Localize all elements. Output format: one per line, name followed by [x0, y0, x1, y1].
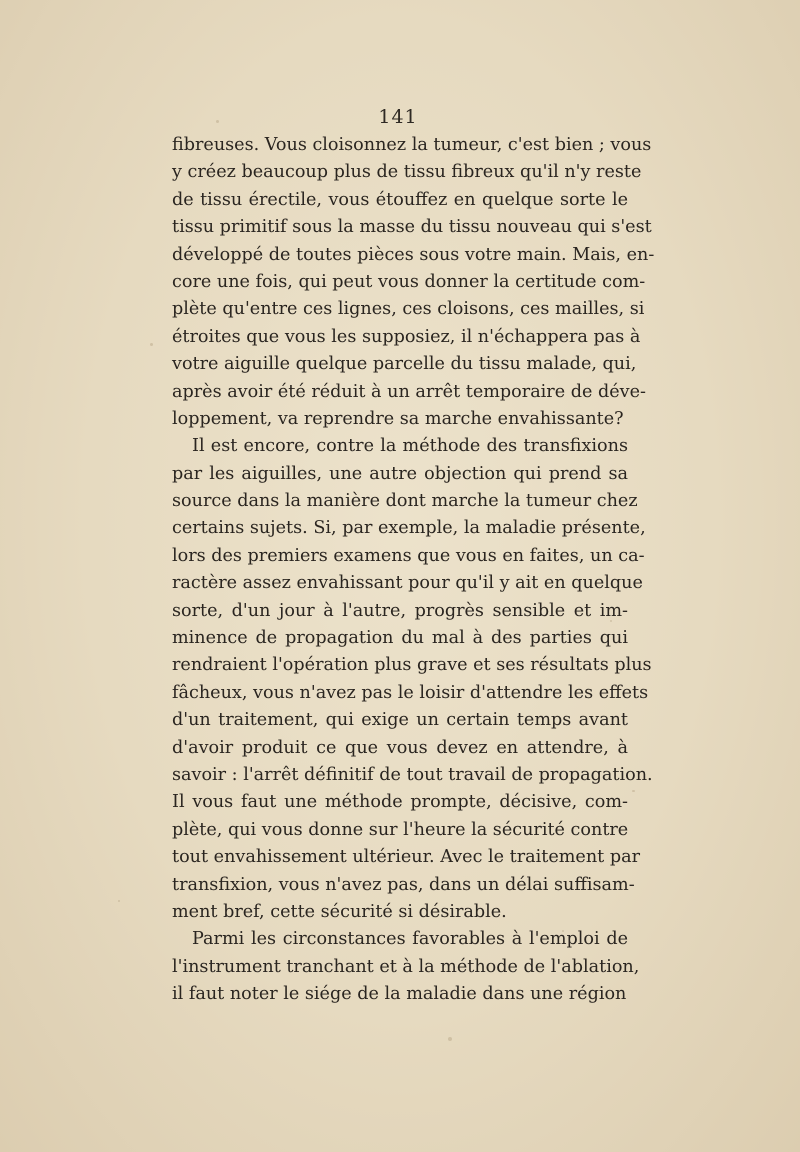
text-line: transfixion, vous n'avez pas, dans un délai suffisam- [172, 874, 635, 895]
paragraph [172, 926, 640, 1008]
text-line: source dans la manière dont marche la tumeur chez [172, 491, 638, 512]
text-line: core une fois, qui peut vous donner la certitude com- [172, 271, 646, 292]
body-text [172, 132, 655, 1009]
text-line: tissu primitif sous la masse du tissu nouveau qui s'est [172, 217, 652, 238]
text-line: certains sujets. Si, par exemple, la maladie présente, [172, 518, 646, 539]
text-line: ractère assez envahissant pour qu'il y ait en quelque [172, 573, 643, 594]
text-line: votre aiguille quelque parcelle du tissu malade, qui, [172, 354, 637, 375]
text-line: d'avoir produit ce que vous devez en attendre, à [172, 737, 628, 758]
text-line: développé de toutes pièces sous votre main. Mais, en- [172, 244, 655, 265]
text-line: après avoir été réduit à un arrêt temporaire de déve- [172, 381, 646, 402]
text-line: rendraient l'opération plus grave et ses résultats plus [172, 655, 652, 676]
text-line: Parmi les circonstances favorables à l'emploi de [192, 929, 628, 950]
text-line: étroites que vous les supposiez, il n'échappera pas à [172, 326, 641, 347]
text-line: Il est encore, contre la méthode des transfixions [192, 436, 628, 457]
text-line: Il vous faut une méthode prompte, décisive, com- [172, 792, 628, 813]
text-line: y créez beaucoup plus de tissu fibreux qu'il n'y reste [172, 162, 642, 183]
text-line: ment bref, cette sécurité si désirable. [172, 901, 507, 922]
paragraph [172, 132, 655, 433]
text-line: plète, qui vous donne sur l'heure la sécurité contre [172, 819, 629, 840]
text-line: minence de propagation du mal à des parties qui [172, 628, 628, 649]
text-line: lors des premiers examens que vous en faites, un ca- [172, 545, 645, 566]
text-line: tout envahissement ultérieur. Avec le traitement par [172, 847, 640, 868]
text-line: il faut noter le siége de la maladie dans une région [172, 984, 627, 1005]
page-number: 141 [378, 106, 418, 128]
text-line: savoir : l'arrêt définitif de tout travail de propagation. [172, 764, 653, 785]
text-line: loppement, va reprendre sa marche envahissante? [172, 408, 624, 429]
text-line: fâcheux, vous n'avez pas le loisir d'attendre les effets [172, 682, 649, 703]
text-line: d'un traitement, qui exige un certain temps avant [172, 710, 628, 731]
text-line: sorte, d'un jour à l'autre, progrès sensible et im- [172, 600, 628, 621]
paragraph [172, 433, 653, 926]
text-line: l'instrument tranchant et à la méthode de l'ablation, [172, 956, 640, 977]
text-line: par les aiguilles, une autre objection qui prend sa [172, 463, 628, 484]
text-line: plète qu'entre ces lignes, ces cloisons, ces mailles, si [172, 299, 645, 320]
text-line: fibreuses. Vous cloisonnez la tumeur, c'est bien ; vous [172, 135, 652, 155]
text-line: de tissu érectile, vous étouffez en quelque sorte le [172, 189, 628, 210]
